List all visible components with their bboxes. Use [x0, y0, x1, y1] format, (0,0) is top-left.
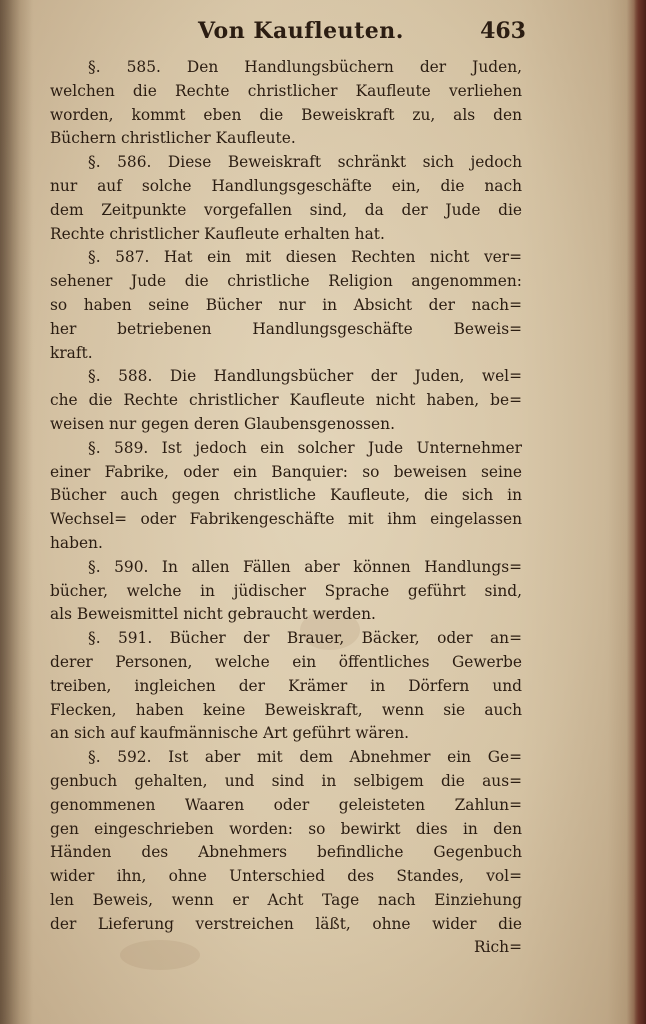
text-line: bücher, welche in jüdischer Sprache geführt sind, [50, 581, 522, 600]
text-line: §. 590. In allen Fällen aber können Handlungs= [88, 557, 522, 576]
text-line: Bücher auch gegen christliche Kaufleute, die sich in [50, 486, 522, 505]
text-line: wider ihn, ohne Unterschied des Standes, vol= [50, 867, 522, 886]
spine-shadow [0, 0, 34, 1024]
text-line: §. 589. Ist jedoch ein solcher Jude Unternehmer [88, 438, 522, 457]
catchword: Rich= [474, 938, 522, 957]
text-line: einer Fabrike, oder ein Banquier: so beweisen seine [50, 462, 522, 481]
text-line: Rechte christlicher Kaufleute erhalten hat. [50, 224, 385, 243]
text-line: genbuch gehalten, und sind in selbigem die aus= [50, 771, 522, 790]
text-line: §. 585. Den Handlungsbüchern der Juden, [88, 58, 522, 76]
text-line: §. 587. Hat ein mit diesen Rechten nicht ver= [88, 248, 522, 267]
text-line: so haben seine Bücher nur in Absicht der nach= [50, 295, 522, 314]
text-line: her betriebenen Handlungsgeschäfte Beweis= [50, 319, 522, 338]
text-line: §. 586. Diese Beweiskraft schränkt sich jedoch [88, 153, 522, 172]
page-number: 463 [480, 18, 526, 44]
page-edge [634, 0, 646, 1024]
text-block [50, 12, 526, 960]
text-line: weisen nur gegen deren Glaubensgenossen. [50, 414, 395, 433]
text-line: derer Personen, welche ein öffentliches Gewerbe [50, 652, 522, 671]
text-line: haben. [50, 533, 103, 552]
text-line: gen eingeschrieben worden: so bewirkt dies in den [50, 819, 522, 838]
text-line: Büchern christlicher Kaufleute. [50, 129, 296, 148]
running-title: Von Kaufleuten. [198, 18, 404, 44]
text-line: Flecken, haben keine Beweiskraft, wenn sie auch [50, 700, 522, 719]
text-line: che die Rechte christlicher Kaufleute nicht haben, be= [50, 391, 522, 410]
text-line: an sich auf kaufmännische Art geführt wären. [50, 724, 410, 743]
text-line: Wechsel= oder Fabrikengeschäfte mit ihm eingelassen [50, 510, 522, 529]
page-header [50, 12, 526, 56]
text-line: §. 588. Die Handlungsbücher der Juden, wel= [88, 367, 522, 386]
text-line: genommenen Waaren oder geleisteten Zahlun= [50, 795, 522, 814]
text-line: §. 591. Bücher der Brauer, Bäcker, oder an= [88, 629, 522, 648]
text-line: kraft. [50, 343, 93, 362]
text-line: welchen die Rechte christlicher Kaufleute verliehen [50, 81, 522, 100]
text-line: nur auf solche Handlungsgeschäfte ein, die nach [50, 176, 522, 195]
text-line: der Lieferung verstreichen läßt, ohne wider die [50, 914, 522, 933]
text-line: worden, kommt eben die Beweiskraft zu, als den [50, 105, 522, 124]
text-line: sehener Jude die christliche Religion angenommen: [50, 272, 522, 291]
text-line: len Beweis, wenn er Acht Tage nach Einziehung [50, 890, 522, 909]
text-line: dem Zeitpunkte vorgefallen sind, da der Jude die [50, 200, 522, 219]
text-line: Händen des Abnehmers befindliche Gegenbuch [50, 843, 522, 862]
text-line: treiben, ingleichen der Krämer in Dörfern und [50, 676, 522, 695]
text-line: als Beweismittel nicht gebraucht werden. [50, 605, 376, 624]
text-line: §. 592. Ist aber mit dem Abnehmer ein Ge= [88, 748, 522, 767]
